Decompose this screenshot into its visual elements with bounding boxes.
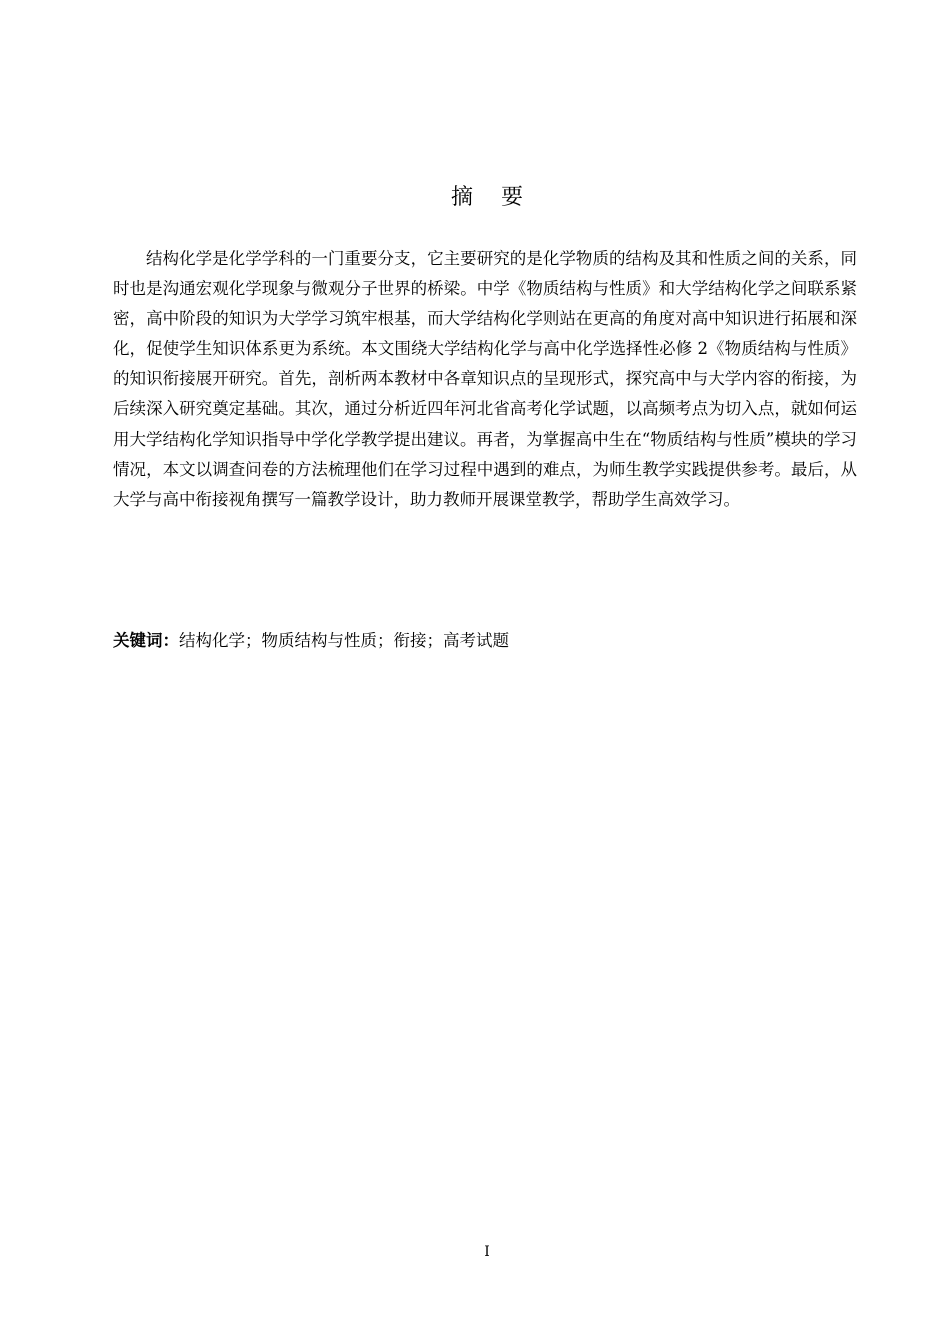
keywords-line (113, 626, 857, 656)
keywords-label: 关键词： (113, 631, 179, 650)
page-title: 摘 要 (451, 185, 523, 210)
page-number: I (484, 1244, 490, 1260)
abstract-paragraph: 结构化学是化学学科的一门重要分支，它主要研究的是化学物质的结构及其和性质之间的关系，同时也是沟通宏观化学现象与微观分子世界的桥梁。中学《物质结构与性质》和大学结构化学之间联系紧密，高中阶段的知识为大学学习筑牢根基，而大学结构化学则站在更高的角度对高中知识进行拓展和深化，促使学生知识体系更为系统。本文围绕大学结构化学与高中化学选择性必修 2《物质结构与性质》的知识衔接展开研究。首先，剖析两本教材中各章知识点的呈现形式，探究高中与大学内容的衔接，为后续深入研究奠定基础。其次，通过分析近四年河北省高考化学试题，以高频考点为切入点，就如何运用大学结构化学知识指导中学化学教学提出建议。再者，为掌握高中生在“物质结构与性质”模块的学习情况，本文以调查问卷的方法梳理他们在学习过程中遇到的难点，为师生教学实践提供参考。最后，从大学与高中衔接视角撰写一篇教学设计，助力教师开展课堂教学，帮助学生高效学习。 (113, 249, 857, 509)
keywords-list: 结构化学；物质结构与性质；衔接；高考试题 (179, 631, 509, 650)
